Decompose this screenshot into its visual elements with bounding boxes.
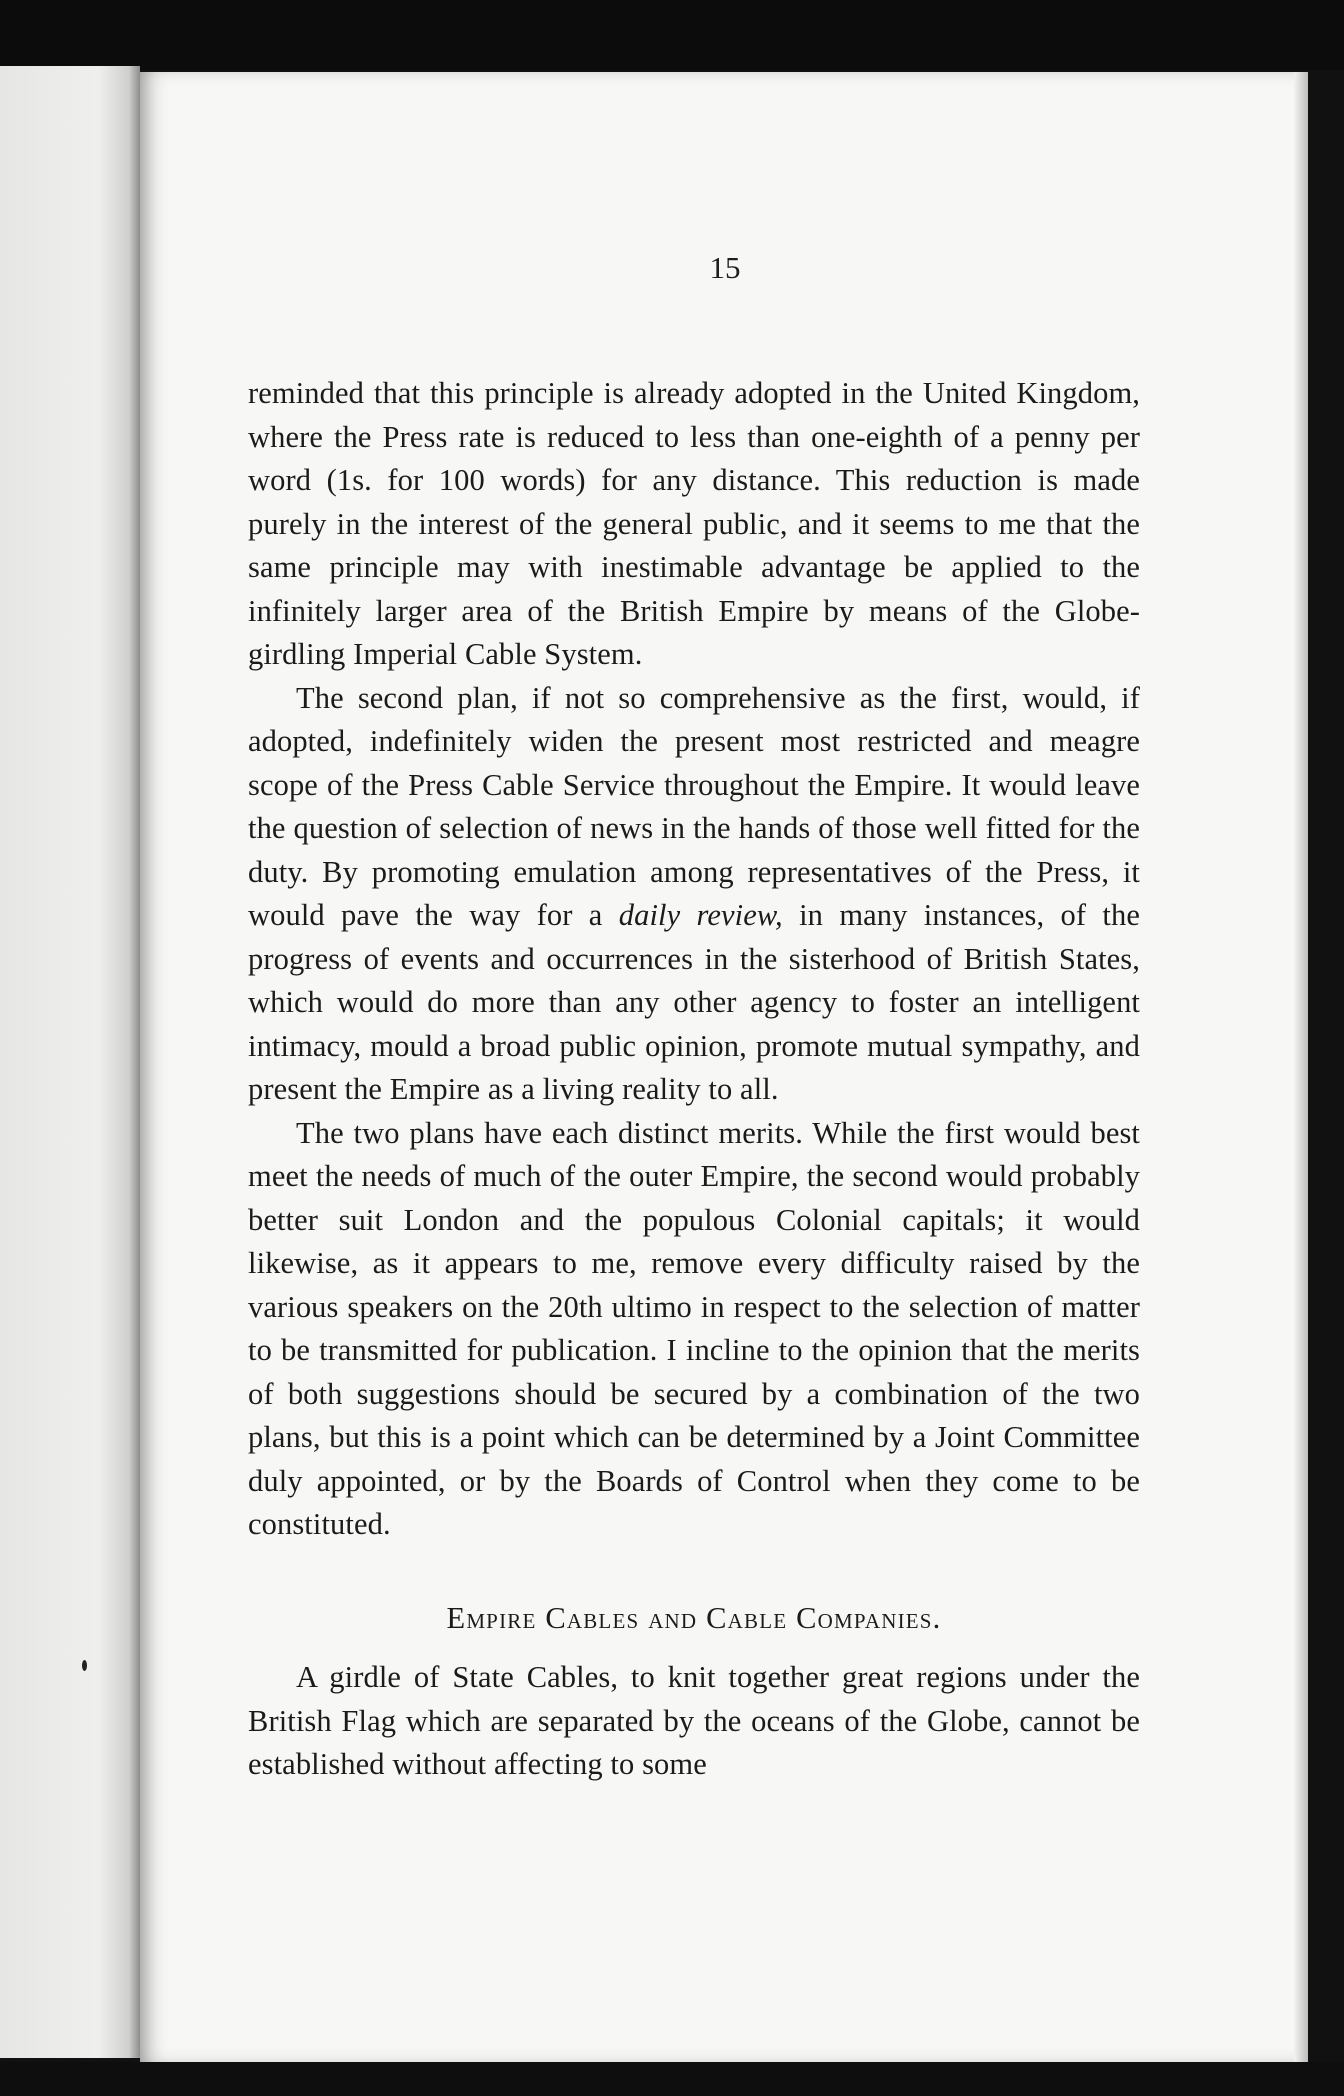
page-edge-shadow: [1294, 72, 1308, 2062]
scan-border-top: [0, 0, 1344, 70]
book-page: [140, 72, 1308, 2062]
paragraph-3: The two plans have each distinct merits. While the first would best meet the needs of much of the outer Empire, the second would probably better suit London and the populous Colonial capitals; it would likewise, as it appears to me, remove every difficulty raised by the various speakers on the 20th ultimo in respect to the selection of matter to be transmitted for publication. I incline to the opinion that the merits of both suggestions should be secured by a combination of the two plans, but this is a point which can be determined by a Joint Committee duly appointed, or by the Boards of Control when they come to be constituted.: [248, 1115, 1140, 1541]
page-number: 15: [709, 250, 741, 285]
italic-phrase: daily review,: [618, 898, 783, 932]
body-text: [248, 372, 1140, 1787]
paragraph-2-text: The second plan, if not so comprehensive as the first, would, if adopted, indefinitely widen the present most restricted and meagre scope of the Press Cable Service throughout the Empire. It would leave the question of selection of news in the hands of those well fitted for the duty. By promoting emulation among representatives of the Press, it would pave the way for a: [248, 680, 1140, 932]
section-heading: Empire Cables and Cable Companies.: [446, 1600, 942, 1635]
paragraph-2: [248, 677, 1140, 1112]
paragraph-4: A girdle of State Cables, to knit together great regions under the British Flag which are separated by the oceans of the Globe, cannot be established without affecting to some: [248, 1660, 1140, 1781]
paragraph-2-text-after: in many instances, of the progress of events and occurrences in the sisterhood of British States, which would do more than any other agency to foster an intelligent intimacy, mould a broad public opinion, promote mutual sympathy, and present the Empire as a living reality to all.: [248, 898, 1140, 1106]
scan-speck: [82, 1660, 87, 1671]
scan-border-bottom: [0, 2062, 1344, 2096]
facing-page-edge: [0, 66, 140, 2058]
paragraph-1: reminded that this principle is already adopted in the United Kingdom, where the Press rate is reduced to less than one-eighth of a penny per word (1s. for 100 words) for any distance. This reduction is made purely in the interest of the general public, and it seems to me that the same principle may with inestimable advantage be applied to the infinitely larger area of the British Empire by means of the Globe-girdling Imperial Cable System.: [248, 376, 1140, 671]
